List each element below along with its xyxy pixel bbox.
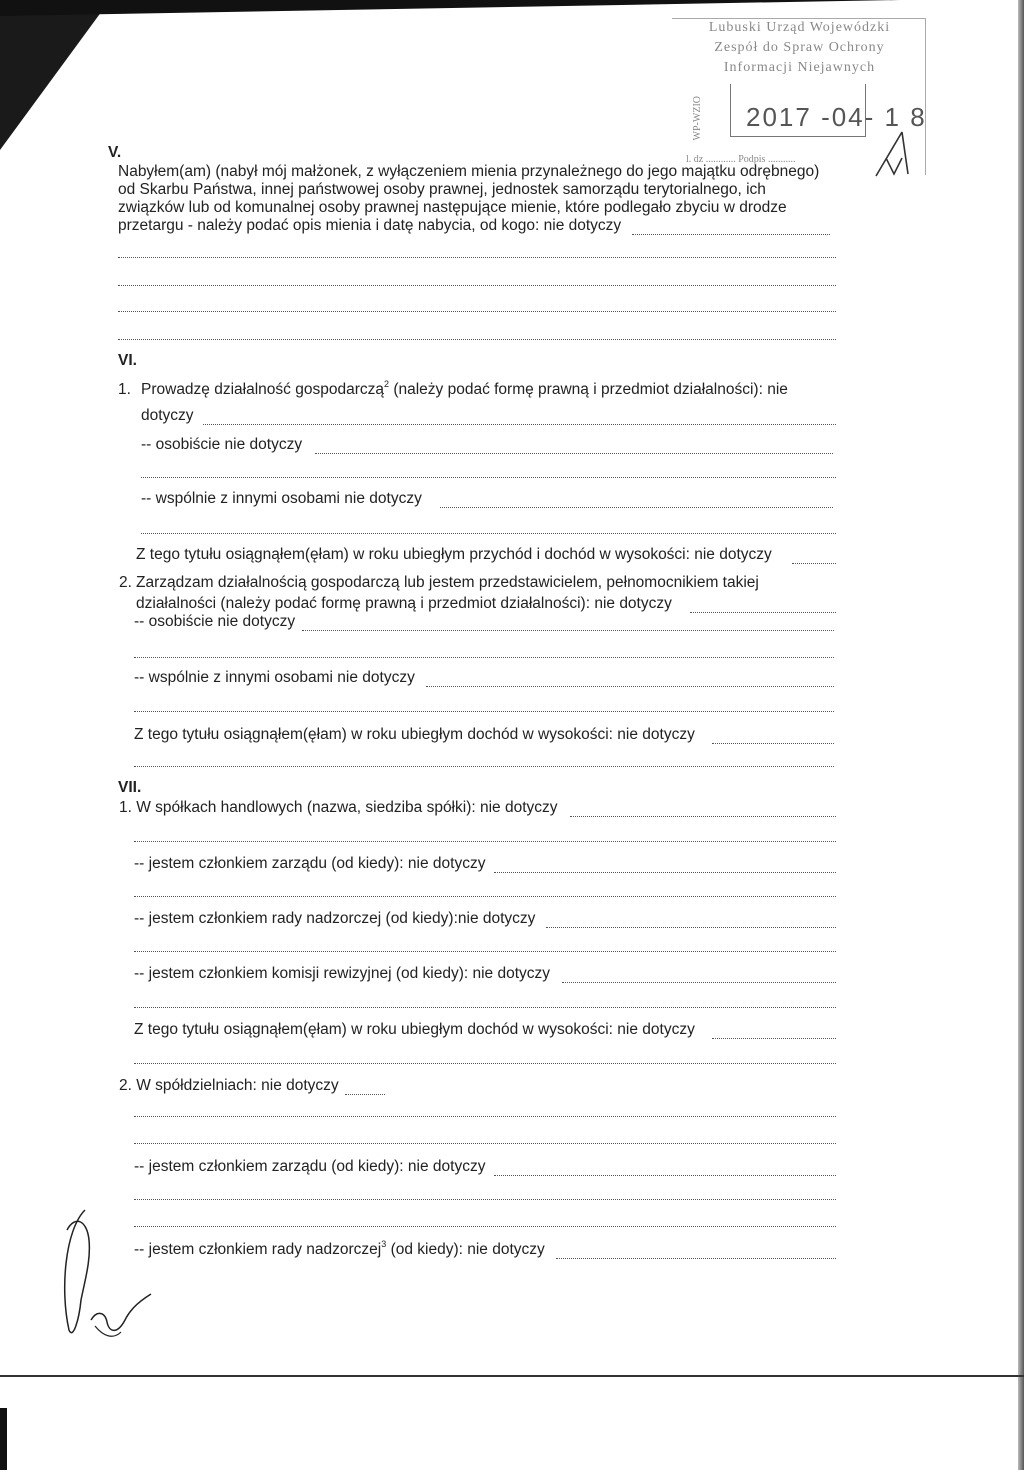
section-vi-item2-number: 2. bbox=[119, 574, 132, 591]
section-vi-item1-number: 1. bbox=[118, 381, 131, 398]
section-v-line-1: Nabyłem(am) (nabył mój małżonek, z wyłączeniem mienia przynależnego do jego majątku odrębnego) bbox=[118, 163, 820, 180]
fill-line bbox=[134, 895, 836, 897]
section-vii-item1-income: Z tego tytułu osiągnąłem(ęłam) w roku ubiegłym dochód w wysokości: nie dotyczy bbox=[134, 1021, 695, 1038]
fill-line bbox=[134, 1225, 836, 1227]
fill-line bbox=[134, 1062, 836, 1064]
scan-shadow-top bbox=[0, 0, 900, 16]
scan-shadow bbox=[0, 0, 110, 150]
fill-line bbox=[426, 685, 834, 687]
fill-line bbox=[141, 532, 836, 534]
scan-edge bbox=[1018, 0, 1024, 1470]
section-vi-item1-text: Prowadzę działalność gospodarczą$^2$ (należy podać formę prawną i przedmiot działalności): nie bbox=[141, 378, 788, 398]
fill-line bbox=[134, 1115, 836, 1117]
section-vi-item2-text-2: działalności (należy podać formę prawną i przedmiot działalności): nie dotyczy bbox=[136, 595, 672, 612]
fill-line bbox=[632, 233, 830, 235]
fill-line bbox=[118, 310, 836, 312]
section-vii-item1-audit: -- jestem członkiem komisji rewizyjnej (od kiedy): nie dotyczy bbox=[134, 965, 551, 982]
fill-line bbox=[134, 656, 834, 658]
stamp-side-text: WP-WZIO bbox=[692, 96, 703, 141]
initials-mark bbox=[872, 128, 916, 188]
fill-line bbox=[134, 765, 834, 767]
fill-line bbox=[118, 256, 836, 258]
section-v-line-3: związków lub od komunalnej osoby prawnej następujące mienie, które podlegało zbyciu w drodze bbox=[118, 199, 787, 216]
fill-line bbox=[134, 1198, 836, 1200]
fill-line bbox=[118, 284, 836, 286]
stamp-date: 2017 -04- 1 8 bbox=[746, 102, 927, 132]
section-vi-item2-joint: -- wspólnie z innymi osobami nie dotyczy bbox=[134, 669, 415, 686]
fill-line bbox=[118, 338, 836, 340]
section-vi-item2-income: Z tego tytułu osiągnąłem(ęłam) w roku ubiegłym dochód w wysokości: nie dotyczy bbox=[134, 726, 695, 743]
section-vi-item2-text: Zarządzam działalnością gospodarczą lub jestem przedstawicielem, pełnomocnikiem takiej bbox=[136, 574, 759, 591]
page-bottom-rule bbox=[0, 1375, 1024, 1377]
fill-line bbox=[134, 950, 836, 952]
fill-line bbox=[440, 506, 833, 508]
fill-line bbox=[712, 1037, 836, 1039]
fill-line bbox=[141, 476, 836, 478]
handwritten-signature bbox=[55, 1200, 165, 1350]
stamp-line-3: Informacji Niejawnych bbox=[723, 60, 876, 75]
stamp-bottom-line: l. dz ............ Podpis ........... bbox=[686, 154, 796, 165]
section-vii-item1-supervisory: -- jestem członkiem rady nadzorczej (od kiedy):nie dotyczy bbox=[134, 910, 536, 927]
fill-line bbox=[494, 871, 836, 873]
fill-line bbox=[546, 926, 836, 928]
fill-line bbox=[712, 742, 834, 744]
section-vii-item1: 1. W spółkach handlowych (nazwa, siedziba spółki): nie dotyczy bbox=[119, 799, 558, 816]
section-vii-heading: VII. bbox=[118, 779, 142, 796]
fill-line bbox=[134, 1006, 836, 1008]
section-v-line-2: od Skarbu Państwa, innej państwowej osoby prawnej, jednostek samorządu terytorialnego, ich bbox=[118, 181, 766, 198]
section-vi-heading: VI. bbox=[118, 352, 137, 369]
section-vi-item2-personal: -- osobiście nie dotyczy bbox=[134, 613, 296, 630]
fill-line bbox=[203, 423, 836, 425]
section-v-line-4: przetargu - należy podać opis mienia i datę nabycia, od kogo: nie dotyczy bbox=[118, 217, 622, 234]
section-vi-item1-personal: -- osobiście nie dotyczy bbox=[141, 436, 303, 453]
fill-line bbox=[690, 611, 836, 613]
section-vii-item2-supervisory: -- jestem członkiem rady nadzorczej$^3$ (od kiedy): nie dotyczy bbox=[134, 1238, 545, 1258]
fill-line bbox=[556, 1257, 836, 1259]
section-v-heading: V. bbox=[108, 144, 122, 161]
fill-line bbox=[134, 1142, 836, 1144]
fill-line bbox=[302, 629, 834, 631]
fill-line bbox=[570, 815, 836, 817]
fill-line bbox=[134, 840, 836, 842]
section-vi-item1-joint: -- wspólnie z innymi osobami nie dotyczy bbox=[141, 490, 422, 507]
fill-line bbox=[792, 562, 836, 564]
stamp-line-1: Lubuski Urząd Wojewódzki bbox=[708, 20, 891, 35]
fill-line bbox=[562, 981, 836, 983]
fill-line bbox=[494, 1174, 836, 1176]
stamp-line-2: Zespół do Spraw Ochrony bbox=[714, 40, 885, 55]
section-vi-item1-income: Z tego tytułu osiągnąłem(ęłam) w roku ubiegłym przychód i dochód w wysokości: nie dotyczy bbox=[136, 546, 772, 563]
section-vii-item2: 2. W spółdzielniach: nie dotyczy bbox=[119, 1077, 339, 1094]
scan-shadow-bottom bbox=[0, 1408, 7, 1470]
section-vii-item1-board: -- jestem członkiem zarządu (od kiedy): nie dotyczy bbox=[134, 855, 486, 872]
section-vii-item2-board: -- jestem członkiem zarządu (od kiedy): nie dotyczy bbox=[134, 1158, 486, 1175]
fill-line bbox=[315, 452, 833, 454]
section-vi-item1-text-2: dotyczy bbox=[141, 407, 194, 424]
fill-line bbox=[345, 1093, 385, 1095]
fill-line bbox=[134, 710, 834, 712]
